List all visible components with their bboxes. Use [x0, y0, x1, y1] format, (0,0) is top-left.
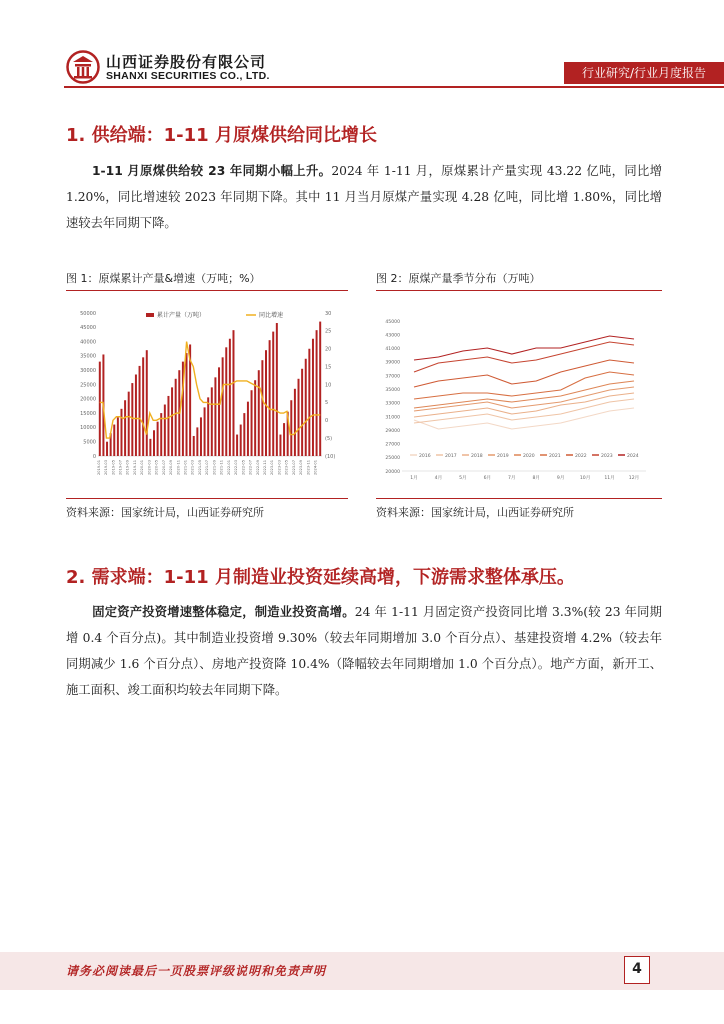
- x-tick-label: 2019-01: [96, 460, 101, 476]
- x-tick-label: 2023-07: [291, 460, 296, 476]
- bar: [251, 390, 253, 456]
- section2-body: 24 年 1-11 月固定资产投资同比增 3.3%(较 23 年同期增 0.4 个百分点)。其中制造业投资增 9.30%（较去年同期增加 3.0 个百分点）、基建投资增 4.2%（较去年同期减少 1.6 个百分点）、房地产投资降 10.4%（降幅较去年同期增加 1.0 个百分点）。地产方面，新开工、施工面积、竣工面积均较去年同期下降。: [66, 605, 662, 697]
- x-tick-label: 2023-05: [284, 460, 289, 476]
- x-tick-label: 2022-05: [241, 460, 246, 476]
- y-left-tick-label: 40000: [80, 339, 96, 346]
- x-tick-label: 8月: [532, 476, 540, 481]
- bar: [106, 442, 108, 456]
- y-left-tick-label: 15000: [80, 410, 96, 417]
- section1-body: 2024 年 1-11 月，原煤累计产量实现 43.22 亿吨，同比增 1.20%，同比增速较 2023 年同期下降。其中 11 月当月原煤产量实现 4.28 亿吨，同比增 1.80%，同比增速较去年同期下降。: [66, 164, 662, 230]
- bar: [301, 369, 303, 456]
- legend-label-2020: 2020: [523, 454, 535, 459]
- header-divider: [64, 86, 724, 88]
- page-header: [0, 0, 724, 96]
- company-name-en: SHANXI SECURITIES CO., LTD.: [106, 70, 270, 82]
- bar: [113, 425, 115, 456]
- y-left-tick-label: 45000: [80, 325, 96, 332]
- figure1-svg: [66, 293, 348, 493]
- bar: [196, 427, 198, 456]
- bar: [200, 417, 202, 456]
- x-tick-label: 1月: [410, 476, 418, 481]
- x-tick-label: 10月: [579, 476, 591, 481]
- bar: [186, 353, 188, 456]
- x-tick-label: 2019-03: [104, 460, 109, 476]
- y-tick-label: 43000: [385, 333, 400, 339]
- bar: [261, 360, 263, 456]
- bar: [305, 359, 307, 456]
- bar: [265, 350, 267, 456]
- figure1-top-rule: [66, 290, 348, 291]
- y-left-tick-label: 50000: [80, 310, 96, 317]
- y-right-tick-label: (5): [325, 435, 333, 442]
- x-tick-label: 9月: [556, 476, 565, 481]
- figure2-top-rule: [376, 290, 662, 291]
- x-tick-label: 5月: [459, 476, 467, 481]
- y-left-tick-label: 5000: [83, 439, 96, 446]
- bar: [218, 367, 220, 456]
- x-tick-label: 4月: [434, 476, 443, 481]
- x-tick-label: 2023-01: [270, 460, 275, 476]
- bar: [207, 397, 209, 456]
- bar: [236, 435, 238, 456]
- x-tick-label: 2019-05: [111, 460, 116, 476]
- x-tick-label: 2019-11: [132, 460, 137, 476]
- legend-label-2022: 2022: [575, 454, 587, 459]
- x-tick-label: 2021-09: [212, 460, 217, 476]
- bar: [276, 323, 278, 456]
- bar: [175, 379, 177, 456]
- figure2-bottom-rule: [376, 498, 662, 499]
- legend-label-2016: 2016: [419, 454, 431, 459]
- figure1-chart: [66, 293, 348, 493]
- bar: [214, 377, 216, 456]
- bar: [167, 396, 169, 456]
- series-line-2022: [414, 360, 634, 387]
- x-tick-label: 2020-03: [147, 460, 152, 476]
- x-tick-label: 2022-11: [263, 460, 267, 476]
- bar: [128, 392, 130, 456]
- legend-bar-label: 累计产量（万吨）: [157, 312, 206, 319]
- page-number: 4: [624, 956, 650, 984]
- y-tick-label: 45000: [385, 319, 400, 325]
- series-line-2024: [414, 336, 634, 360]
- y-left-tick-label: 10000: [80, 425, 96, 432]
- bar: [160, 413, 162, 456]
- x-tick-label: 2024-01: [313, 460, 318, 476]
- x-tick-label: 6月: [483, 476, 492, 481]
- x-tick-label: 2021-11: [219, 460, 224, 476]
- company-name-cn: 山西证券股份有限公司: [106, 53, 267, 71]
- bar: [279, 435, 281, 456]
- legend-label-2017: 2017: [445, 454, 457, 459]
- y-right-tick-label: 10: [325, 382, 332, 389]
- bar: [294, 389, 296, 456]
- figure2-svg: [376, 293, 662, 493]
- x-tick-label: 2022-03: [234, 460, 239, 476]
- section1-title: 1. 供给端：1-11 月原煤供给同比增长: [66, 125, 377, 146]
- x-tick-label: 2022-01: [226, 460, 231, 476]
- bar: [247, 402, 249, 456]
- y-right-tick-label: 5: [325, 400, 329, 407]
- y-left-tick-label: 0: [92, 453, 96, 460]
- bar: [240, 425, 242, 456]
- y-tick-label: 33000: [385, 401, 400, 407]
- bar: [298, 379, 300, 456]
- figure2-caption: 图 2：原煤产量季节分布（万吨）: [376, 272, 541, 285]
- y-tick-label: 25000: [385, 456, 400, 462]
- x-tick-label: 2019-07: [118, 460, 123, 476]
- x-tick-label: 2019-09: [125, 460, 130, 476]
- legend-label-2021: 2021: [549, 454, 561, 459]
- y-tick-label: 29000: [385, 428, 400, 434]
- x-tick-label: 2021-07: [205, 460, 210, 476]
- y-right-tick-label: 0: [325, 418, 329, 425]
- bar: [258, 370, 260, 456]
- x-tick-label: 12月: [628, 476, 640, 481]
- legend-label-2019: 2019: [497, 454, 509, 459]
- y-tick-label: 20000: [385, 469, 400, 475]
- y-right-tick-label: 20: [325, 346, 332, 353]
- x-tick-label: 2020-09: [169, 460, 174, 476]
- x-tick-label: 2020-07: [161, 460, 166, 476]
- legend-label-2023: 2023: [601, 454, 613, 459]
- y-left-tick-label: 20000: [80, 396, 96, 403]
- bar: [124, 400, 126, 456]
- y-tick-label: 41000: [385, 347, 400, 353]
- y-left-tick-label: 25000: [80, 382, 96, 389]
- bar: [222, 357, 224, 456]
- bar: [193, 436, 195, 456]
- y-tick-label: 27000: [385, 442, 400, 448]
- y-tick-label: 37000: [385, 374, 400, 380]
- bar: [308, 349, 310, 456]
- bar: [153, 430, 155, 456]
- y-right-tick-label: 30: [325, 310, 332, 317]
- x-tick-label: 2023-09: [299, 460, 304, 476]
- bar: [272, 332, 274, 456]
- report-type-badge: 行业研究/行业月度报告: [564, 62, 724, 84]
- bar: [131, 383, 133, 456]
- bar: [290, 400, 292, 456]
- x-tick-label: 2022-07: [248, 460, 253, 476]
- y-tick-label: 35000: [385, 387, 400, 393]
- bar: [319, 322, 321, 456]
- section2-paragraph: [66, 599, 662, 703]
- footer-disclaimer: 请务必阅读最后一页股票评级说明和免责声明: [66, 964, 327, 978]
- bar: [243, 413, 245, 456]
- bar: [120, 409, 122, 456]
- x-tick-label: 7月: [508, 476, 516, 481]
- x-tick-label: 2020-11: [176, 460, 181, 476]
- y-tick-label: 31000: [385, 415, 400, 421]
- bar: [316, 330, 318, 456]
- bar: [142, 357, 144, 456]
- figure1-bottom-rule: [66, 498, 348, 499]
- bar: [254, 380, 256, 456]
- y-left-tick-label: 35000: [80, 353, 96, 360]
- x-tick-label: 2023-11: [306, 460, 311, 476]
- bar: [269, 340, 271, 456]
- series-line-2021: [414, 372, 634, 399]
- bar: [232, 330, 234, 456]
- bar: [164, 405, 166, 456]
- x-tick-label: 2020-01: [140, 460, 145, 476]
- bar: [225, 347, 227, 456]
- section2-lead: 固定资产投资增速整体稳定，制造业投资高增。: [92, 605, 355, 619]
- series-line-2019: [414, 387, 634, 411]
- x-tick-label: 11月: [604, 476, 615, 481]
- x-tick-label: 2022-09: [255, 460, 260, 476]
- bar: [146, 350, 148, 456]
- bar: [211, 387, 213, 456]
- y-right-tick-label: 15: [325, 364, 332, 371]
- section2-title: 2. 需求端：1-11 月制造业投资延续高增，下游需求整体承压。: [66, 567, 575, 588]
- bar: [149, 439, 151, 456]
- x-tick-label: 2021-05: [197, 460, 202, 476]
- bar: [117, 417, 119, 456]
- section1-paragraph: [66, 158, 662, 236]
- legend-label-2018: 2018: [471, 454, 483, 459]
- x-tick-label: 2023-03: [277, 460, 282, 476]
- legend-bar-swatch: [146, 313, 154, 317]
- y-left-tick-label: 30000: [80, 368, 96, 374]
- legend-label-2024: 2024: [627, 454, 639, 459]
- figure1-source: 资料来源：国家统计局，山西证券研究所: [66, 506, 264, 519]
- x-tick-label: 2021-03: [190, 460, 195, 476]
- y-right-tick-label: 25: [325, 328, 332, 335]
- series-line-2017: [414, 399, 634, 423]
- figure1-caption: 图 1：原煤累计产量&增速（万吨；%）: [66, 272, 261, 285]
- x-tick-label: 2020-05: [154, 460, 159, 476]
- company-logo-icon: [66, 50, 100, 84]
- series-line-2023: [414, 342, 634, 372]
- bar: [204, 407, 206, 456]
- bar: [312, 339, 314, 456]
- figure2-chart: [376, 293, 662, 493]
- x-tick-label: 2021-01: [183, 460, 188, 476]
- y-right-tick-label: (10): [325, 453, 336, 460]
- bar: [99, 362, 101, 456]
- legend-line-label: 同比增速: [259, 312, 284, 319]
- figure2-source: 资料来源：国家统计局，山西证券研究所: [376, 506, 574, 519]
- bar: [229, 339, 231, 456]
- y-tick-label: 39000: [385, 360, 400, 366]
- section1-lead: 1-11 月原煤供给较 23 年同期小幅上升。: [92, 164, 332, 178]
- bar: [283, 423, 285, 456]
- bar: [135, 374, 137, 456]
- bar: [139, 366, 141, 456]
- bar: [157, 422, 159, 456]
- bar: [171, 387, 173, 456]
